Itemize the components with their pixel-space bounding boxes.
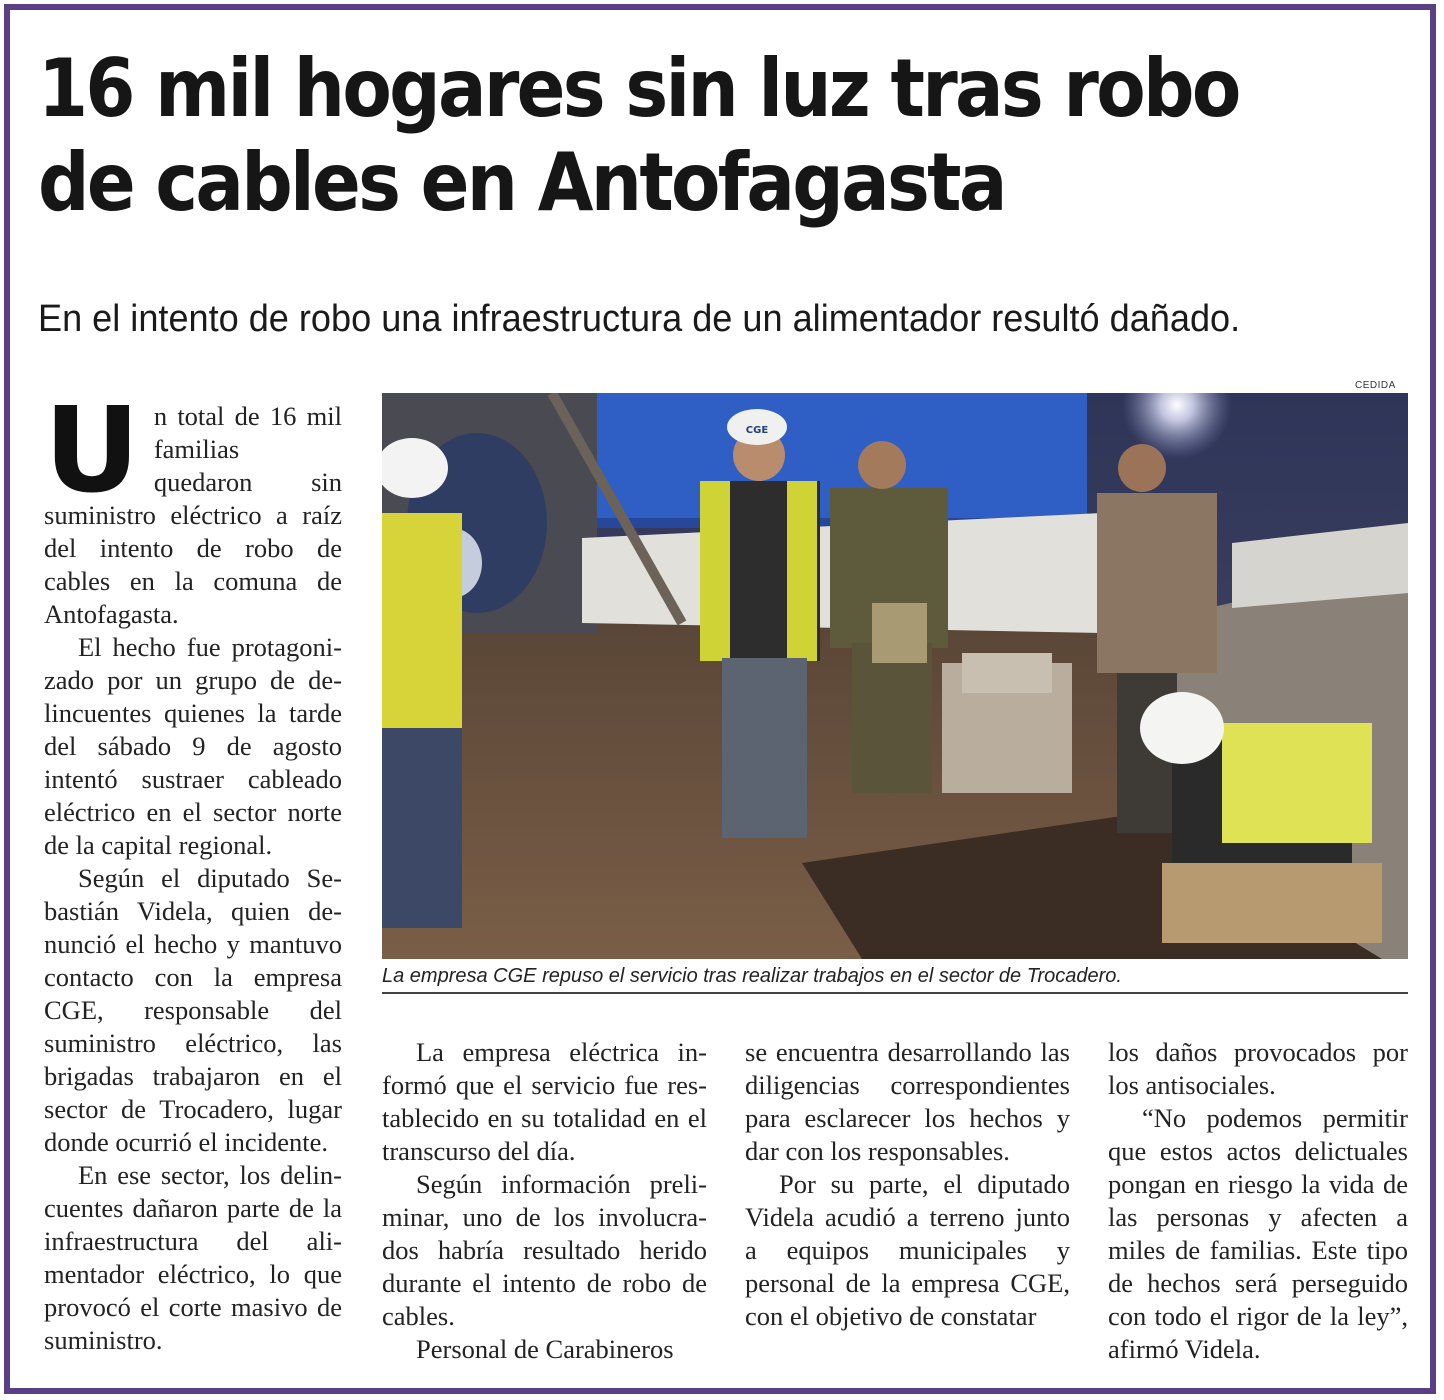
worker-crouching — [1140, 692, 1382, 943]
news-photo — [382, 393, 1408, 959]
paragraph: los daños provocados por los antisociales. — [1108, 1037, 1408, 1100]
column-3 — [745, 1036, 1070, 1333]
concrete-block-top — [962, 653, 1052, 693]
paragraph: En ese sector, los delincuentes dañaron parte de la infraestructura del alimentador eléctrico, lo que provocó el corte masivo de suministro. — [44, 1160, 342, 1355]
paragraph: El hecho fue protagonizado por un grupo de delincuentes quienes la tarde del sábado 9 de agosto intentó sustraer cableado eléctrico en el sector norte de la capital regional. — [44, 632, 342, 860]
paragraph: Personal de Carabineros — [416, 1334, 674, 1364]
lead-paragraph-text: n total de 16 mil familias quedaron sin suministro eléctrico a raíz del intento de robo de cables en la comuna de Antofagasta. — [44, 401, 342, 629]
subheadline: En el intento de robo una infraestructura de un alimentador resultó dañado. — [38, 298, 1241, 340]
paragraph: se encuentra desarrollando las diligencias correspondientes para esclarecer los hechos y dar con los responsables. — [745, 1037, 1070, 1166]
caption-divider — [382, 992, 1408, 994]
headline-line-1: 16 mil hogares sin luz tras robo — [38, 42, 1239, 135]
paragraph: La empresa eléctrica informó que el servicio fue restablecido en su totalidad en el transcurso del día. — [382, 1037, 707, 1166]
lead-paragraph — [44, 381, 342, 631]
quote-paragraph: “No podemos permitir que estos actos delictuales pongan en riesgo la vida de las personas y afecten a miles de familias. Este tipo de hechos será perseguido con todo el rigor de la ley”, afirmó Videla. — [1108, 1103, 1408, 1364]
headline-line-2: de cables en Antofagasta — [38, 136, 1005, 229]
headline — [38, 42, 1280, 230]
column-4 — [1108, 1036, 1408, 1366]
helmet-logo: CGE — [745, 425, 769, 436]
drop-cap: U — [44, 381, 140, 519]
paragraph: Según información preliminar, uno de los involucrados habría resultado herido durante el intento de robo de cables. — [382, 1169, 707, 1331]
photo-caption: La empresa CGE repuso el servicio tras realizar trabajos en el sector de Trocadero. — [382, 965, 1122, 987]
photo-credit: CEDIDA — [1355, 380, 1396, 391]
column-1 — [44, 381, 342, 1357]
paragraph: Por su parte, el diputado Videla acudió a terreno junto a equipos municipales y personal de la empresa CGE, con el objetivo de constatar — [745, 1169, 1070, 1331]
photo-illustration — [382, 393, 1408, 959]
paragraph: Según el diputado Sebastián Videla, quien denunció el hecho y mantuvo contacto con la empresa CGE, responsable del suministro eléctrico, las brigadas trabajaron en el sector de Trocadero, lugar donde ocurrió el incidente. — [44, 863, 342, 1157]
column-2 — [382, 1036, 707, 1366]
